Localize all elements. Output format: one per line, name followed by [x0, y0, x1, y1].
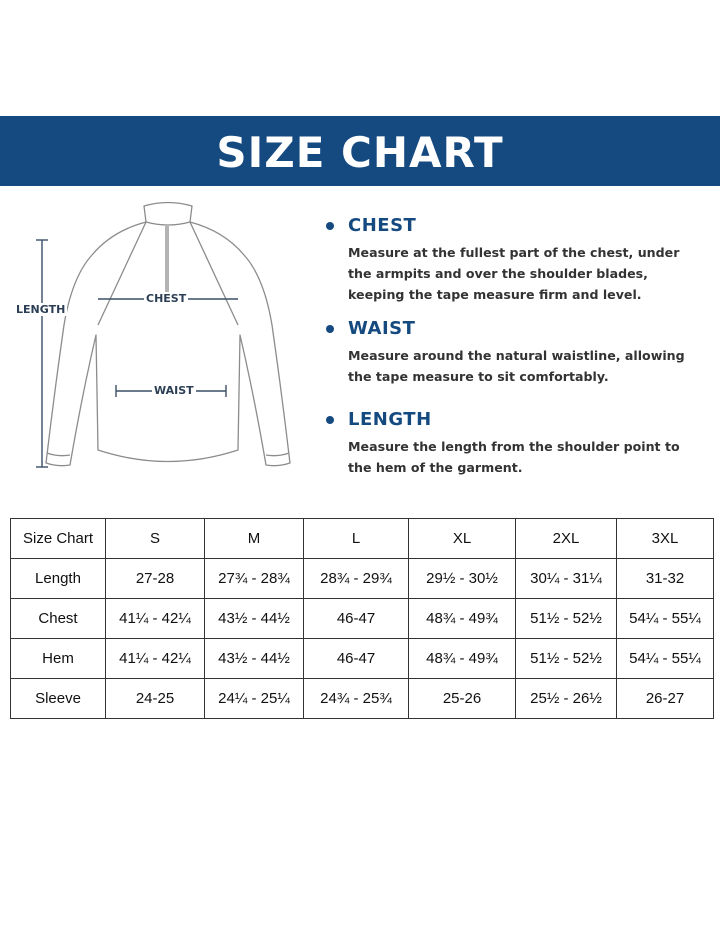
- table-row: [11, 639, 714, 679]
- table-cell: 27¾ - 28¾: [205, 559, 304, 599]
- shirt-diagram: [0, 195, 300, 495]
- table-cell: 54¼ - 55¼: [617, 599, 714, 639]
- header-cell: XL: [409, 519, 516, 559]
- table-cell: 24-25: [106, 679, 205, 719]
- size-table: [10, 518, 714, 719]
- table-cell: 43½ - 44½: [205, 599, 304, 639]
- table-header-row: [11, 519, 714, 559]
- table-cell: 24¼ - 25¼: [205, 679, 304, 719]
- table-cell: 51½ - 52½: [516, 599, 617, 639]
- table-cell: 41¼ - 42¼: [106, 599, 205, 639]
- waist-heading: WAIST: [348, 318, 416, 339]
- length-measure-label: LENGTH: [16, 303, 66, 316]
- bullet-icon: [326, 325, 334, 333]
- table-cell: 27-28: [106, 559, 205, 599]
- table-cell: 25½ - 26½: [516, 679, 617, 719]
- bullet-icon: [326, 222, 334, 230]
- waist-measure-label: WAIST: [154, 384, 194, 397]
- table-cell: 26-27: [617, 679, 714, 719]
- table-cell: 48¾ - 49¾: [409, 599, 516, 639]
- chest-heading: CHEST: [348, 215, 417, 236]
- chest-section: [326, 215, 706, 305]
- table-cell: 46-47: [304, 639, 409, 679]
- waist-section: [326, 318, 706, 387]
- header-cell: M: [205, 519, 304, 559]
- title-banner: [0, 116, 720, 186]
- header-cell: Size Chart: [11, 519, 106, 559]
- chest-description: Measure at the fullest part of the chest, under the armpits and over the shoulder blades, keeping the tape measure firm and level.: [348, 245, 680, 302]
- header-cell: 2XL: [516, 519, 617, 559]
- table-cell: Chest: [11, 599, 106, 639]
- length-heading: LENGTH: [348, 409, 432, 430]
- table-cell: 46-47: [304, 599, 409, 639]
- table-row: [11, 559, 714, 599]
- header-cell: L: [304, 519, 409, 559]
- chest-measure-label: CHEST: [146, 292, 187, 305]
- table-cell: 31-32: [617, 559, 714, 599]
- table-cell: 29½ - 30½: [409, 559, 516, 599]
- table-row: [11, 599, 714, 639]
- table-cell: 24¾ - 25¾: [304, 679, 409, 719]
- header-cell: 3XL: [617, 519, 714, 559]
- length-description: Measure the length from the shoulder point to the hem of the garment.: [348, 439, 680, 475]
- table-row: [11, 679, 714, 719]
- shirt-outline-illustration: [0, 195, 300, 495]
- table-cell: 43½ - 44½: [205, 639, 304, 679]
- table-cell: 41¼ - 42¼: [106, 639, 205, 679]
- length-section: [326, 409, 706, 478]
- waist-description: Measure around the natural waistline, allowing the tape measure to sit comfortably.: [348, 348, 685, 384]
- page-title: SIZE CHART: [216, 128, 504, 177]
- header-cell: S: [106, 519, 205, 559]
- bullet-icon: [326, 416, 334, 424]
- table-cell: Sleeve: [11, 679, 106, 719]
- table-cell: 25-26: [409, 679, 516, 719]
- table-cell: Hem: [11, 639, 106, 679]
- table-cell: 30¼ - 31¼: [516, 559, 617, 599]
- table-cell: 28¾ - 29¾: [304, 559, 409, 599]
- table-cell: 48¾ - 49¾: [409, 639, 516, 679]
- table-cell: 54¼ - 55¼: [617, 639, 714, 679]
- table-cell: Length: [11, 559, 106, 599]
- table-cell: 51½ - 52½: [516, 639, 617, 679]
